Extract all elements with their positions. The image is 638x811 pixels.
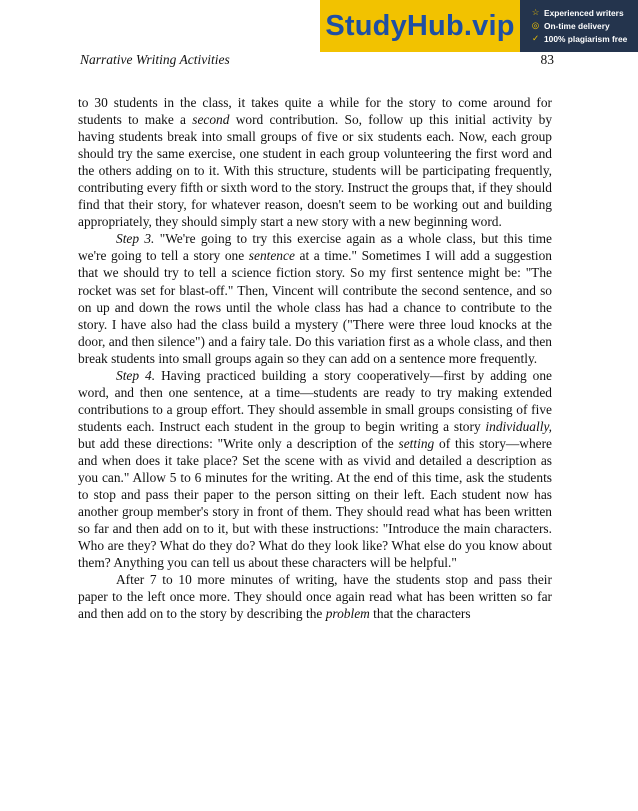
text-run: word contribution. So, follow up this initial activity by having students break into small groups of five or six students each. Now, each group should try the same exercise, one student in each group volunteering the first word and the others adding on to it. With this structure, students will be participating frequently, contributing every fifth or sixth word to the story. Instruct the groups that, if they should find that their story, for whatever reason, doesn't seem to be working out and building appropriately, they should simply start a new story with a new beginning word. (78, 112, 553, 230)
step-label: Step 4. (116, 367, 156, 383)
text-run: After 7 to 10 more minutes of writing, have the students stop and pass their paper to the left once more. They should once again read what has been written so far and then add on to the story by describing the (78, 572, 552, 622)
clock-icon: ◎ (531, 20, 540, 30)
features-panel (520, 0, 638, 52)
paragraph (78, 571, 552, 622)
running-head (80, 52, 554, 68)
paragraph (78, 367, 552, 572)
check-icon: ✓ (531, 33, 540, 43)
text-run: but add these directions: "Write only a description of the (78, 435, 399, 451)
text-run: of this story—where and when does it take place? Set the scene with as vivid and detailed a description as you can." Allow 5 to 6 minutes for the writing. At the end of this time, ask the students to stop and pass their paper to the person sitting on their left. Each student now has another group member's story in front of them. They should read what has been written so far and then add on to it, but with these instructions: "Introduce the main characters. Who are they? What do they do? What do they look like? What else do you know about them? Anything you can tell us about these characters will be helpful." (78, 435, 552, 571)
paragraph (78, 94, 552, 230)
text-run: that the characters (369, 606, 471, 622)
step-label: Step 3. (116, 231, 155, 247)
text-run: at a time." Sometimes I will add a suggestion that we should try to tell a science fiction story. So my first sentence might be: "The rocket was set for blast-off." Then, Vincent will contribute the second sentence, and so on up and down the rows until the whole class has had a chance to contribute to the story. I have also had the class build a mystery ("There were three loud knocks at the door, and then silence") and a fairy tale. Do this variation first as a whole class, and then break students into small groups again so they can add on a sentence more frequently. (78, 248, 552, 366)
feature-text: On-time delivery (544, 20, 610, 31)
page-body (78, 94, 552, 622)
feature-text: 100% plagiarism free (544, 33, 628, 44)
feature-item (530, 32, 638, 45)
feature-text: Experienced writers (544, 7, 624, 18)
text-run: to 30 students in the class, it takes quite a while for the story to come around for students to make a (78, 95, 552, 128)
running-title: Narrative Writing Activities (80, 52, 230, 67)
page-number: 83 (540, 52, 554, 67)
text-run: Having practiced building a story cooperatively—first by adding one word, and then one sentence, at a time—students are ready to try making extended contributions to a group effort. They should assemble in small groups consisting of five students each. Instruct each student in the group to begin writing a story (78, 367, 552, 434)
promo-banner[interactable] (320, 0, 638, 52)
text-run: "We're going to try this exercise again as a whole class, but this time we're going to tell a story one (78, 231, 552, 264)
brand-logo[interactable]: StudyHub.vip (320, 0, 520, 52)
feature-item (530, 6, 638, 19)
emphasis: problem (325, 606, 370, 622)
feature-item (530, 19, 638, 32)
star-icon: ☆ (531, 7, 540, 17)
emphasis: second (192, 112, 230, 128)
emphasis: setting (398, 435, 435, 451)
emphasis: individually, (485, 418, 552, 434)
emphasis: sentence (248, 248, 295, 264)
paragraph (78, 230, 552, 366)
